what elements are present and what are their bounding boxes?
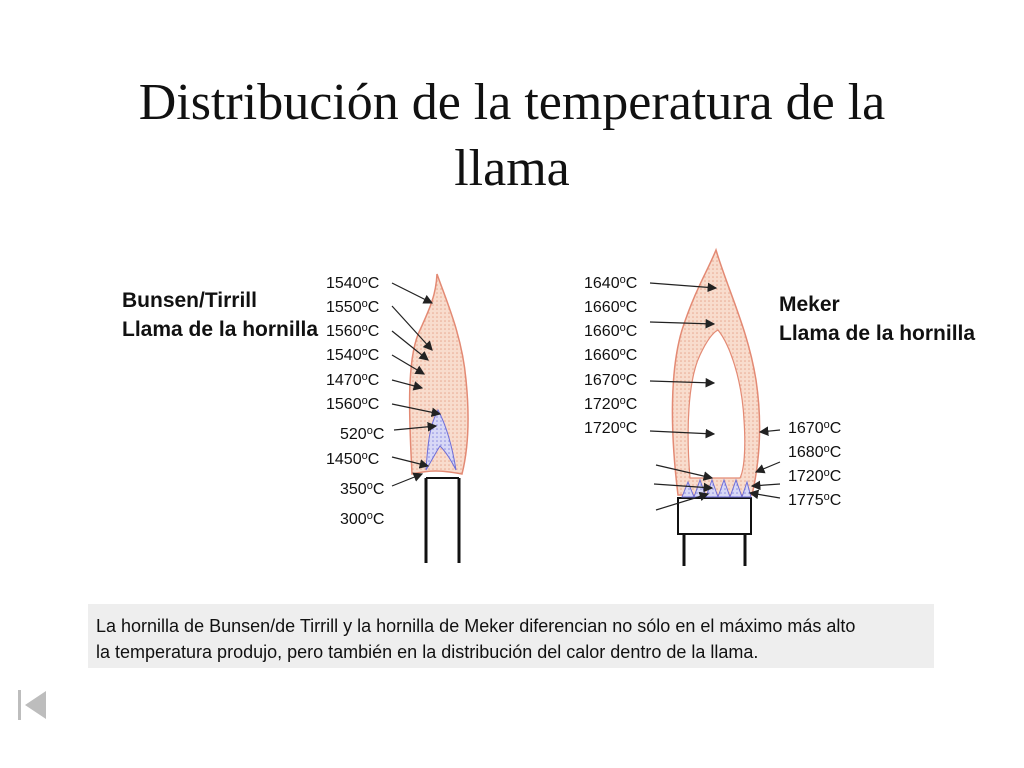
temp-label: 1775$^o$C <box>788 491 842 509</box>
bunsen-burner-tube <box>426 478 459 563</box>
first-slide-icon[interactable] <box>16 688 50 722</box>
temp-label: 1540$^o$C <box>326 346 380 364</box>
meker-burner-body <box>678 498 751 566</box>
bunsen-label <box>122 286 318 344</box>
temp-label: 1680$^o$C <box>788 443 842 461</box>
title-line-2: llama <box>454 140 570 197</box>
bunsen-label-line-1: Bunsen/Tirrill <box>122 289 257 312</box>
temp-label: 1660$^o$C <box>584 322 638 340</box>
temp-label: 300$^o$C <box>340 510 385 528</box>
temp-label: 1670$^o$C <box>584 371 638 389</box>
temp-label: 1670$^o$C <box>788 419 842 437</box>
temp-label: 1720$^o$C <box>584 419 638 437</box>
meker-label <box>779 290 975 348</box>
temp-label: 1660$^o$C <box>584 346 638 364</box>
caption-line-1: La hornilla de Bunsen/de Tirrill y la hornilla de Meker diferencian no sólo en el máximo más alto <box>96 616 856 636</box>
temp-label: 1660$^o$C <box>584 298 638 316</box>
bunsen-label-line-2: Llama de la hornilla <box>122 318 319 341</box>
temp-label: 1720$^o$C <box>788 467 842 485</box>
temp-label: 1560$^o$C <box>326 322 380 340</box>
title-line-1: Distribución de la temperatura de la <box>138 74 886 131</box>
temp-label: 1550$^o$C <box>326 298 380 316</box>
temp-label: 1640$^o$C <box>584 274 638 292</box>
temp-label: 1470$^o$C <box>326 371 380 389</box>
temp-label: 1450$^o$C <box>326 450 380 468</box>
meker-label-line-2: Llama de la hornilla <box>779 322 976 345</box>
temp-label: 1560$^o$C <box>326 395 380 413</box>
caption-box <box>88 604 934 668</box>
meker-label-line-1: Meker <box>779 293 840 316</box>
temp-label: 1540$^o$C <box>326 274 380 292</box>
caption-line-2: la temperatura produjo, pero también en la distribución del calor dentro de la llama. <box>96 642 759 662</box>
temp-label: 350$^o$C <box>340 480 385 498</box>
temp-label: 1720$^o$C <box>584 395 638 413</box>
temp-label: 520$^o$C <box>340 425 385 443</box>
